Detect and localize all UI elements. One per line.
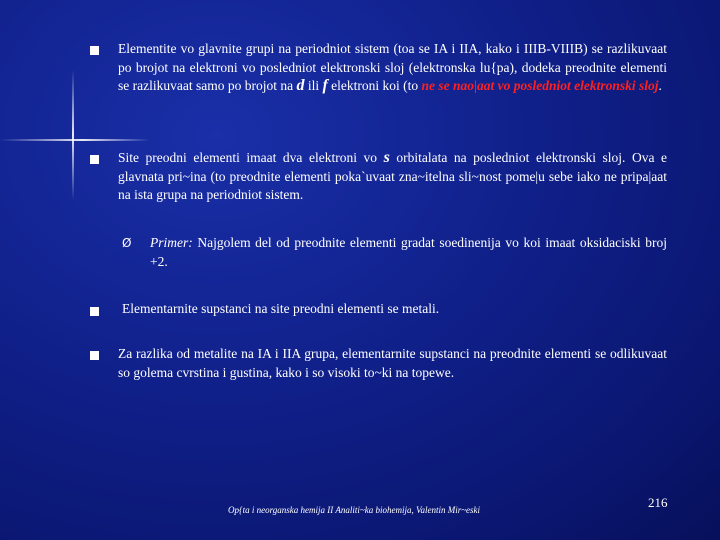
decorative-vertical-line — [72, 70, 74, 200]
d-letter: d — [296, 77, 305, 94]
highlighted-text: ne se nao|aat vo posledniot elektronski sloj — [421, 78, 659, 93]
paragraph-2: Site preodni elementi imaat dva elektroni vo s orbitalata na posledniot elektronski sloj. Ova e glavnata pri~ina (to preodnite elementi poka`uvaat zna~itelna sli~nost pome|u sebe iako ne pripa|aat na ista grupa na periodniot sistem. — [118, 149, 667, 202]
bullet-square — [90, 155, 99, 164]
arrow-bullet-icon: Ø — [122, 236, 132, 250]
example-label: Primer: — [150, 235, 193, 250]
f-letter: f — [322, 77, 328, 94]
footer-text: Op{ta i neorganska hemija II Analiti~ka biohemija, Valentin Mir~eski — [228, 505, 481, 515]
page-number: 216 — [648, 495, 668, 510]
bullet-square — [90, 351, 99, 360]
paragraph-4: Za razlika od metalite na IA i IIA grupa, elementarnite supstanci na preodnite elementi se odlikuvaat so golema cvrstina i gustina, kako i so visoki to~ki na topewe. — [118, 346, 667, 380]
decorative-horizontal-line — [0, 139, 150, 141]
paragraph-3: Elementarnite supstanci na site preodni elementi se metali. — [122, 301, 440, 316]
s-letter: s — [383, 149, 390, 166]
bullet-square — [90, 46, 99, 55]
sub-bullet-example: Primer: Najgolem del od preodnite elementi gradat soedinenija vo koi imaat oksidaciski broj +2. — [150, 235, 667, 269]
bullet-square — [90, 307, 99, 316]
paragraph-1: Elementite vo glavnite grupi na periodniot sistem (toa se IA i IIA, kako i IIIB-VIIIB) se razlikuvaat po brojot na elektroni vo posledniot elektronski sloj (elektronska lu{pa), dodeka preodnite elementi se razlikuvaat samo po brojot na d ili f elektroni koi (to ne se nao|aat vo posledniot elektronski sloj. — [118, 41, 667, 94]
